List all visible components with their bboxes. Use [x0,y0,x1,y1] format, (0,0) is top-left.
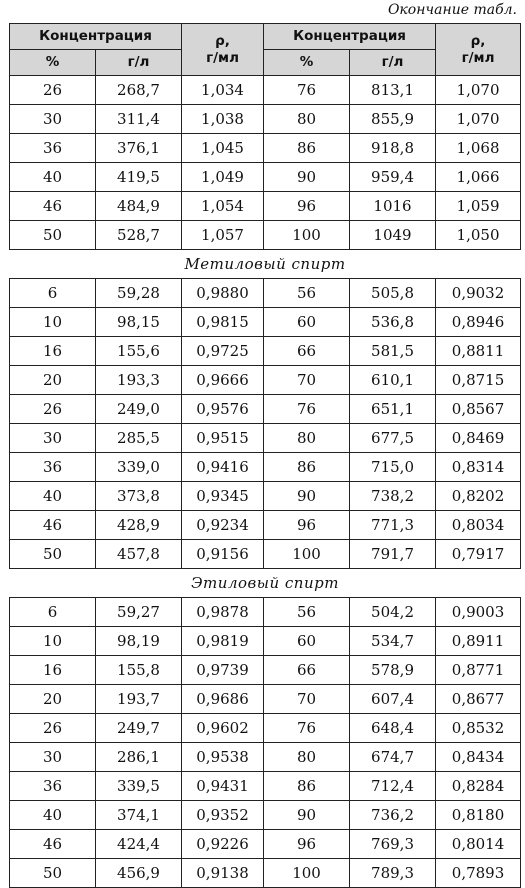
table-row [10,453,521,482]
cell-percent-left: 20 [10,685,96,714]
cell-density-left: 0,9815 [182,308,264,337]
header-rho-symbol: ρ, [215,32,230,49]
cell-density-right: 0,8811 [436,337,521,366]
cell-gpl-left: 98,15 [96,308,182,337]
cell-gpl-right: 578,9 [350,656,436,685]
cell-density-right: 0,8180 [436,801,521,830]
cell-density-right: 0,8314 [436,453,521,482]
cell-gpl-right: 791,7 [350,540,436,569]
header-gpl-left: г/л [96,50,182,76]
cell-density-left: 0,9538 [182,743,264,772]
table-body [10,76,521,888]
cell-density-left: 0,9352 [182,801,264,830]
header-gpl-right: г/л [350,50,436,76]
cell-density-left: 1,054 [182,192,264,221]
cell-percent-left: 10 [10,627,96,656]
table-row [10,627,521,656]
cell-percent-left: 30 [10,743,96,772]
cell-percent-right: 66 [264,337,350,366]
table-header [10,24,521,76]
cell-percent-right: 66 [264,656,350,685]
cell-percent-right: 96 [264,511,350,540]
cell-gpl-left: 285,5 [96,424,182,453]
cell-percent-left: 40 [10,482,96,511]
cell-percent-left: 26 [10,76,96,105]
cell-percent-right: 86 [264,134,350,163]
header-rho-symbol: ρ, [470,32,486,49]
cell-percent-left: 30 [10,424,96,453]
table-row [10,801,521,830]
cell-density-right: 0,8946 [436,308,521,337]
cell-percent-right: 86 [264,772,350,801]
table-row [10,743,521,772]
section-title: Метиловый спирт [10,250,521,279]
cell-percent-left: 26 [10,395,96,424]
cell-density-right: 0,8469 [436,424,521,453]
cell-percent-right: 80 [264,743,350,772]
cell-percent-left: 50 [10,859,96,888]
cell-density-right: 0,7893 [436,859,521,888]
table-row [10,511,521,540]
cell-gpl-left: 155,6 [96,337,182,366]
section-title-row [10,569,521,598]
cell-gpl-right: 610,1 [350,366,436,395]
cell-gpl-left: 419,5 [96,163,182,192]
header-concentration-right: Концентрация [264,24,436,50]
cell-density-right: 0,9003 [436,598,521,627]
cell-percent-right: 70 [264,366,350,395]
cell-percent-right: 100 [264,540,350,569]
cell-density-right: 0,8202 [436,482,521,511]
table-caption: Окончание табл. [387,2,517,18]
cell-percent-right: 56 [264,598,350,627]
cell-gpl-left: 456,9 [96,859,182,888]
cell-gpl-left: 193,7 [96,685,182,714]
header-density-right [436,24,521,76]
cell-density-right: 0,9032 [436,279,521,308]
cell-density-right: 1,068 [436,134,521,163]
cell-percent-right: 96 [264,830,350,859]
cell-density-right: 0,8771 [436,656,521,685]
cell-density-left: 1,045 [182,134,264,163]
cell-gpl-left: 59,28 [96,279,182,308]
cell-percent-right: 90 [264,801,350,830]
cell-percent-right: 60 [264,308,350,337]
cell-gpl-right: 712,4 [350,772,436,801]
cell-gpl-right: 607,4 [350,685,436,714]
cell-density-right: 0,8014 [436,830,521,859]
cell-density-right: 1,066 [436,163,521,192]
cell-percent-left: 6 [10,279,96,308]
cell-density-right: 0,8434 [436,743,521,772]
table-row [10,656,521,685]
cell-gpl-left: 155,8 [96,656,182,685]
cell-percent-left: 30 [10,105,96,134]
table-row [10,482,521,511]
cell-density-left: 0,9138 [182,859,264,888]
cell-density-left: 0,9602 [182,714,264,743]
cell-percent-right: 76 [264,76,350,105]
cell-gpl-left: 428,9 [96,511,182,540]
cell-density-right: 1,070 [436,76,521,105]
cell-gpl-left: 249,7 [96,714,182,743]
cell-gpl-left: 193,3 [96,366,182,395]
cell-gpl-left: 484,9 [96,192,182,221]
cell-density-left: 0,9725 [182,337,264,366]
cell-gpl-right: 1049 [350,221,436,250]
cell-density-left: 0,9345 [182,482,264,511]
cell-density-left: 0,9156 [182,540,264,569]
cell-percent-right: 96 [264,192,350,221]
cell-density-right: 0,8677 [436,685,521,714]
cell-gpl-left: 339,5 [96,772,182,801]
cell-density-left: 0,9226 [182,830,264,859]
cell-gpl-right: 534,7 [350,627,436,656]
cell-percent-left: 26 [10,714,96,743]
cell-percent-left: 50 [10,221,96,250]
table-row [10,337,521,366]
table-row [10,772,521,801]
cell-gpl-left: 286,1 [96,743,182,772]
table-row [10,598,521,627]
cell-density-left: 0,9234 [182,511,264,540]
cell-density-left: 0,9819 [182,627,264,656]
cell-density-left: 0,9666 [182,366,264,395]
cell-gpl-left: 268,7 [96,76,182,105]
section-title: Этиловый спирт [10,569,521,598]
cell-percent-left: 36 [10,134,96,163]
cell-gpl-left: 528,7 [96,221,182,250]
table-row [10,395,521,424]
cell-percent-left: 36 [10,453,96,482]
cell-density-left: 1,057 [182,221,264,250]
cell-density-left: 0,9576 [182,395,264,424]
cell-gpl-right: 651,1 [350,395,436,424]
cell-percent-right: 60 [264,627,350,656]
cell-gpl-right: 855,9 [350,105,436,134]
cell-percent-left: 10 [10,308,96,337]
cell-percent-right: 76 [264,395,350,424]
cell-density-right: 0,8715 [436,366,521,395]
cell-gpl-left: 376,1 [96,134,182,163]
cell-percent-right: 76 [264,714,350,743]
cell-percent-left: 46 [10,830,96,859]
cell-density-right: 0,8567 [436,395,521,424]
table-row [10,714,521,743]
cell-gpl-left: 373,8 [96,482,182,511]
table-row [10,192,521,221]
cell-percent-right: 56 [264,279,350,308]
cell-density-right: 0,8532 [436,714,521,743]
header-concentration-left: Концентрация [10,24,182,50]
cell-density-right: 1,050 [436,221,521,250]
cell-gpl-right: 1016 [350,192,436,221]
cell-gpl-right: 504,2 [350,598,436,627]
cell-percent-right: 80 [264,105,350,134]
cell-percent-right: 86 [264,453,350,482]
cell-gpl-right: 648,4 [350,714,436,743]
cell-percent-left: 46 [10,192,96,221]
table-row [10,308,521,337]
cell-gpl-right: 813,1 [350,76,436,105]
cell-gpl-right: 736,2 [350,801,436,830]
cell-gpl-left: 98,19 [96,627,182,656]
table-row [10,221,521,250]
table-row [10,105,521,134]
cell-gpl-right: 581,5 [350,337,436,366]
cell-percent-left: 16 [10,337,96,366]
cell-percent-left: 16 [10,656,96,685]
table-row [10,134,521,163]
table-row [10,540,521,569]
cell-gpl-right: 505,8 [350,279,436,308]
cell-gpl-right: 769,3 [350,830,436,859]
header-percent-left: % [10,50,96,76]
cell-percent-right: 90 [264,163,350,192]
table-row [10,685,521,714]
cell-density-right: 1,070 [436,105,521,134]
cell-density-left: 0,9431 [182,772,264,801]
cell-gpl-left: 424,4 [96,830,182,859]
cell-gpl-right: 738,2 [350,482,436,511]
table-row [10,830,521,859]
cell-gpl-left: 339,0 [96,453,182,482]
header-rho-unit: г/мл [461,49,495,66]
cell-percent-left: 40 [10,163,96,192]
cell-density-right: 1,059 [436,192,521,221]
table-row [10,366,521,395]
header-percent-right: % [264,50,350,76]
table-row [10,859,521,888]
cell-density-left: 0,9880 [182,279,264,308]
table-row [10,424,521,453]
cell-gpl-right: 918,8 [350,134,436,163]
cell-percent-left: 46 [10,511,96,540]
cell-percent-right: 100 [264,859,350,888]
cell-gpl-right: 959,4 [350,163,436,192]
cell-gpl-left: 457,8 [96,540,182,569]
cell-percent-left: 40 [10,801,96,830]
cell-gpl-right: 715,0 [350,453,436,482]
cell-density-left: 0,9739 [182,656,264,685]
cell-gpl-right: 677,5 [350,424,436,453]
table-row [10,163,521,192]
table-row [10,279,521,308]
cell-gpl-left: 374,1 [96,801,182,830]
header-rho-unit: г/мл [206,49,239,66]
cell-gpl-left: 311,4 [96,105,182,134]
cell-percent-left: 50 [10,540,96,569]
cell-percent-left: 6 [10,598,96,627]
cell-density-right: 0,8284 [436,772,521,801]
table-row [10,76,521,105]
cell-density-right: 0,7917 [436,540,521,569]
cell-density-left: 0,9416 [182,453,264,482]
cell-gpl-left: 249,0 [96,395,182,424]
cell-density-left: 1,049 [182,163,264,192]
cell-density-left: 0,9686 [182,685,264,714]
cell-density-right: 0,8911 [436,627,521,656]
section-title-row [10,250,521,279]
density-table [9,23,521,888]
cell-percent-left: 36 [10,772,96,801]
cell-gpl-right: 771,3 [350,511,436,540]
cell-percent-right: 80 [264,424,350,453]
cell-gpl-left: 59,27 [96,598,182,627]
cell-percent-right: 100 [264,221,350,250]
cell-density-left: 1,038 [182,105,264,134]
header-density-left [182,24,264,76]
cell-gpl-right: 536,8 [350,308,436,337]
cell-gpl-right: 674,7 [350,743,436,772]
cell-density-right: 0,8034 [436,511,521,540]
cell-gpl-right: 789,3 [350,859,436,888]
cell-density-left: 1,034 [182,76,264,105]
cell-density-left: 0,9878 [182,598,264,627]
cell-percent-right: 70 [264,685,350,714]
cell-percent-right: 90 [264,482,350,511]
cell-density-left: 0,9515 [182,424,264,453]
cell-percent-left: 20 [10,366,96,395]
